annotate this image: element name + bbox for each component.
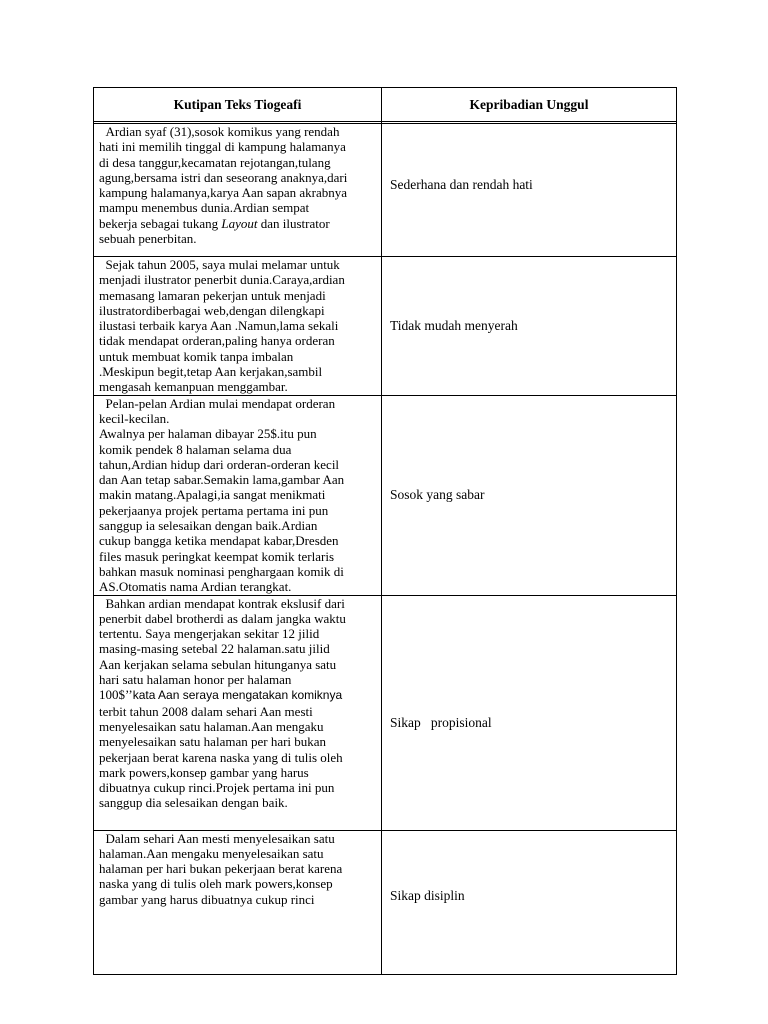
trait-cell: Sosok yang sabar <box>382 395 677 595</box>
quote-cell: Dalam sehari Aan mesti menyelesaikan satu halaman.Aan mengaku menyelesaikan satu halaman per hari bukan pekerjaan berat karena naska yang di tulis oleh mark powers,konsep gambar yang harus dibuatnya cukup rinci <box>94 830 382 974</box>
table-row <box>94 595 677 830</box>
quote-cell: Pelan-pelan Ardian mulai mendapat orderan kecil-kecilan. Awalnya per halaman dibayar 25$.itu pun komik pendek 8 halaman selama dua tahun,Ardian hidup dari orderan-orderan kecil dan Aan tetap sabar.Semakin lama,gambar Aan makin matang.Apalagi,ia sangat menikmati pekerjaanya projek pertama pertama ini pun sanggup ia selesaikan dengan baik.Ardian cukup bangga ketika mendapat kabar,Dresden files masuk peringkat keempat komik terlaris bahkan masuk nominasi penghargaan komik di AS.Otomatis nama Ardian terangkat. <box>94 395 382 595</box>
table-row <box>94 257 677 396</box>
quote-cell: Sejak tahun 2005, saya mulai melamar untuk menjadi ilustrator penerbit dunia.Caraya,ardian memasang lamaran pekerjan untuk menjadi ilustratordiberbagai web,dengan dilengkapi ilustasi terbaik karya Aan .Namun,lama sekali tidak mendapat orderan,paling hanya orderan untuk membuat komik tanpa imbalan .Meskipun begit,tetap Aan kerjakan,sambil mengasah kemanpuan menggambar. <box>94 257 382 396</box>
header-row <box>94 88 677 122</box>
quote-cell: Ardian syaf (31),sosok komikus yang rendah hati ini memilih tinggal di kampung halamanya di desa tanggur,kecamatan rejotangan,tulang agung,bersama istri dan seseorang anaknya,dari kampung halamanya,karya Aan sapan akrabnya mampu menembus dunia.Ardian sempat bekerja sebagai tukang Layout dan ilustrator sebuah penerbitan. <box>94 124 382 257</box>
quote-cell: Bahkan ardian mendapat kontrak ekslusif dari penerbit dabel brotherdi as dalam jangka waktu tertentu. Saya mengerjakan sekitar 12 jilid masing-masing setebal 22 halaman.satu jilid Aan kerjakan selama sebulan hitunganya satu hari satu halaman honor per halaman 100$’’kata Aan seraya mengatakan komiknya terbit tahun 2008 dalam sehari Aan mesti menyelesaikan satu halaman.Aan mengaku menyelesaikan satu halaman per hari bukan pekerjaan berat karena naska yang di tulis oleh mark powers,konsep gambar yang harus dibuatnya cukup rinci.Projek pertama ini pun sanggup dia selesaikan dengan baik. <box>94 595 382 830</box>
table-row <box>94 395 677 595</box>
table-row <box>94 124 677 257</box>
biography-table <box>93 87 677 975</box>
header-trait: Kepribadian Unggul <box>382 88 677 122</box>
header-quote: Kutipan Teks Tiogeafi <box>94 88 382 122</box>
trait-cell: Sederhana dan rendah hati <box>382 124 677 257</box>
trait-cell: Tidak mudah menyerah <box>382 257 677 396</box>
trait-cell: Sikap propisional <box>382 595 677 830</box>
trait-cell: Sikap disiplin <box>382 830 677 974</box>
table-row <box>94 830 677 974</box>
